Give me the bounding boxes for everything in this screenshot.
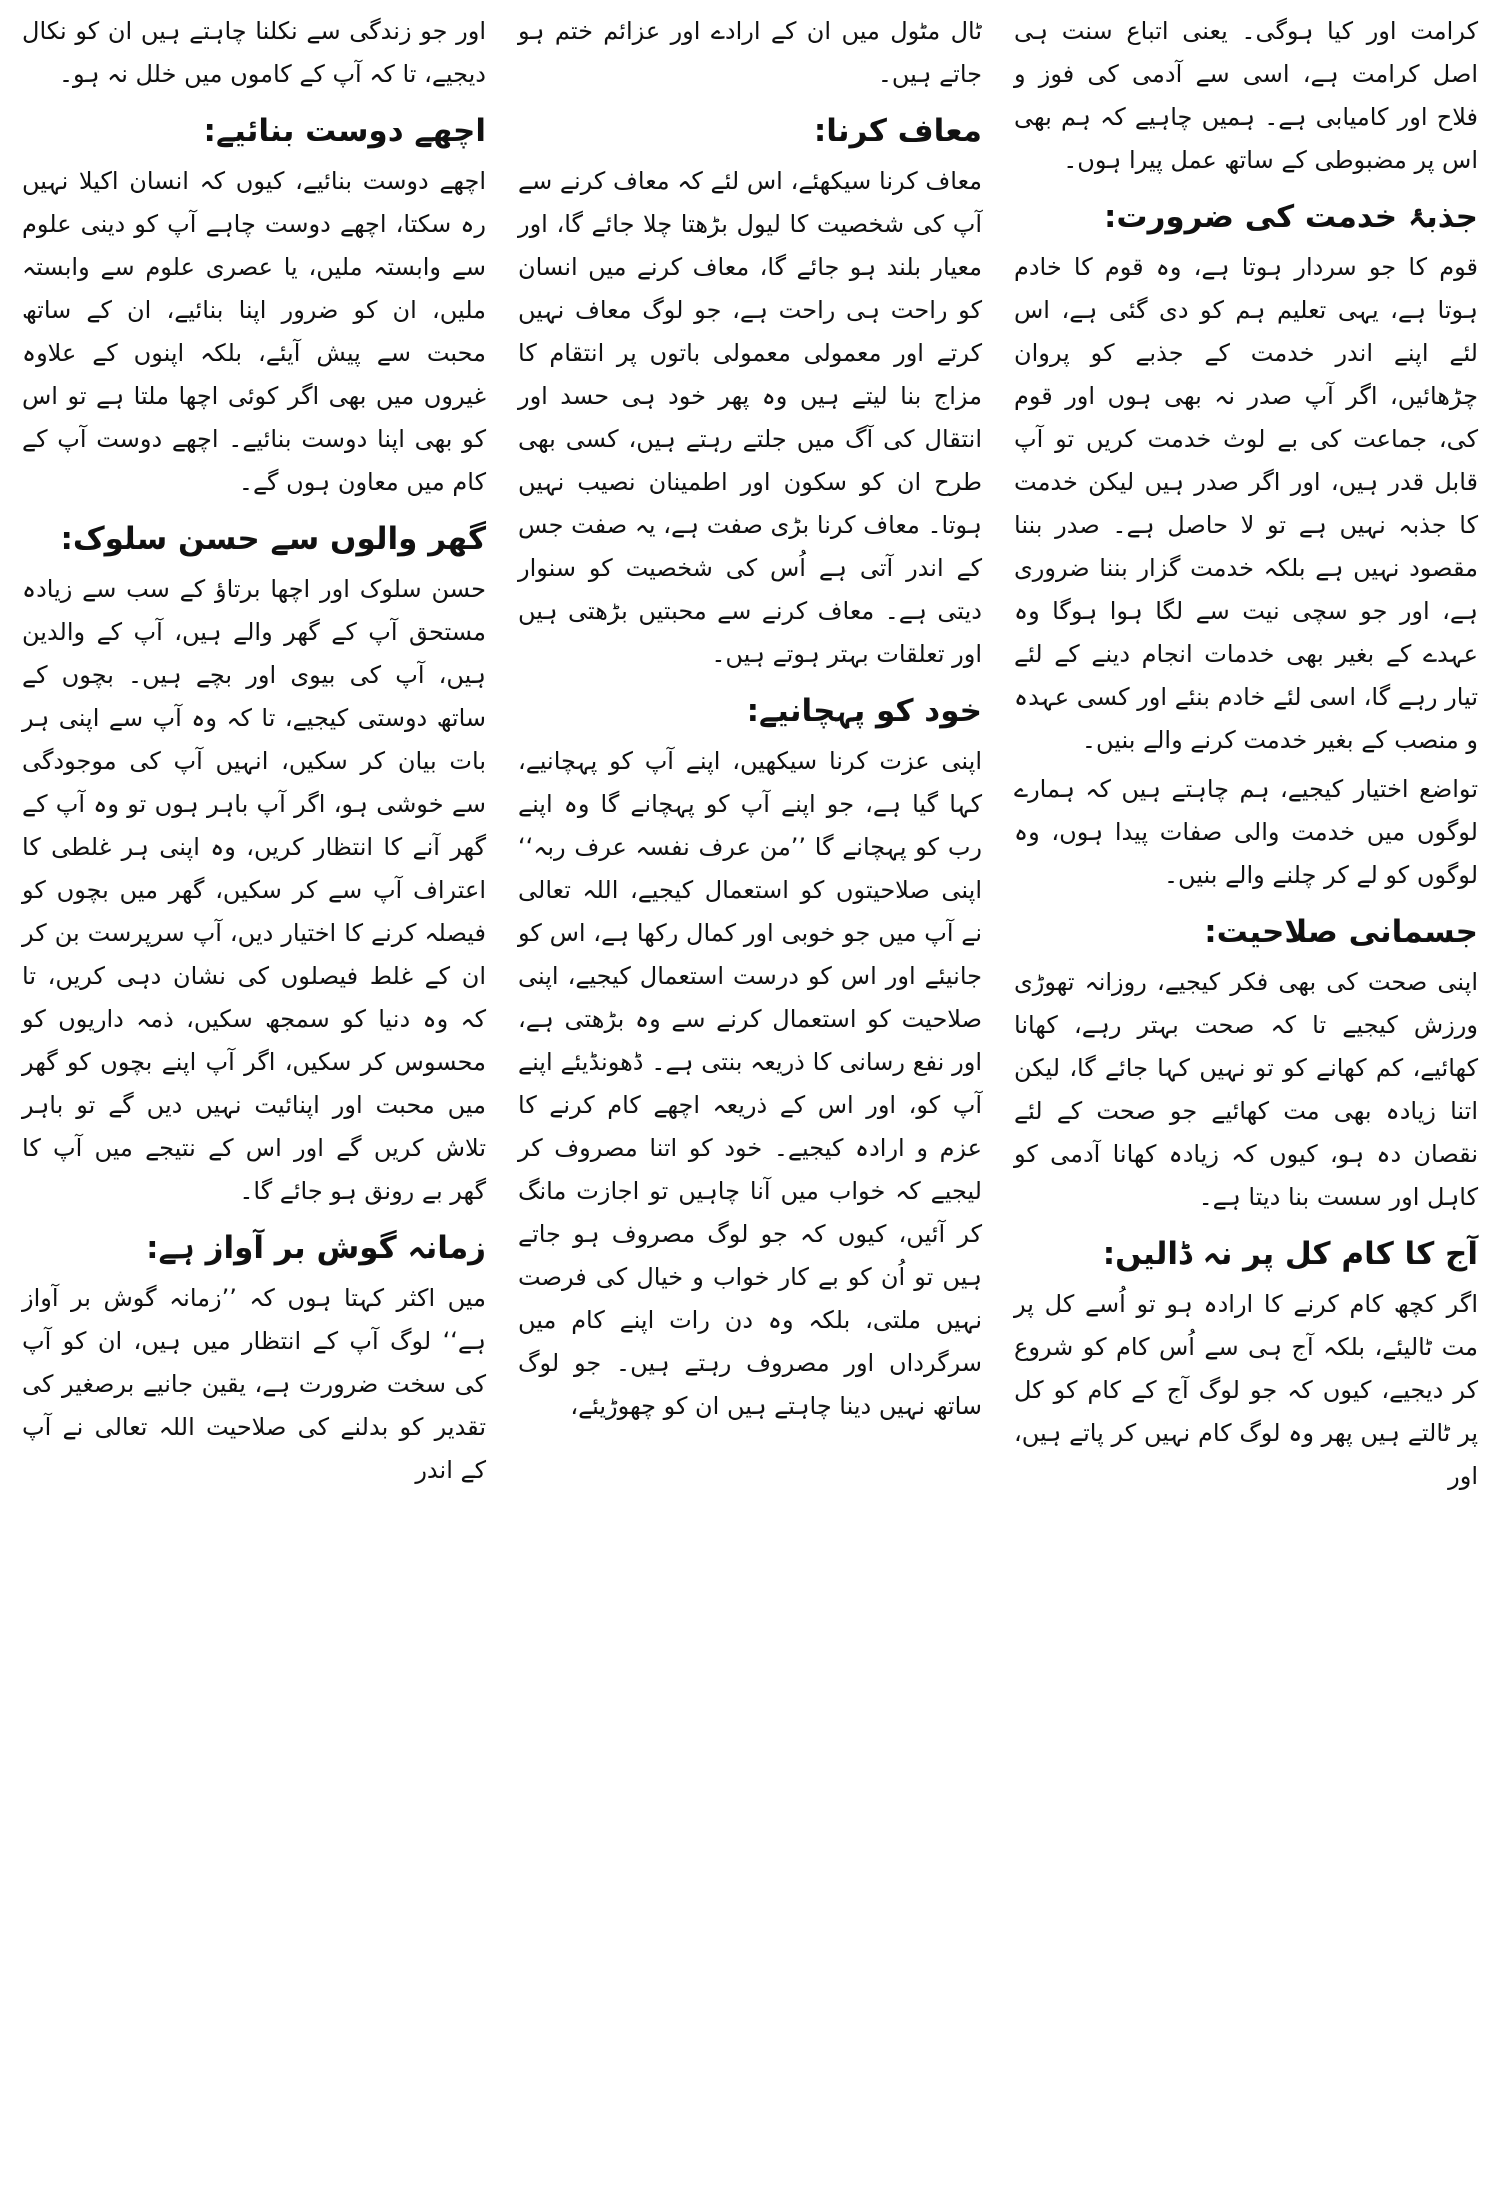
section-heading: گھر والوں سے حسن سلوک: (60, 521, 486, 557)
paragraph: میں اکثر کہتا ہوں کہ ’’زمانہ گوش بر آواز ہے‘‘ لوگ آپ کے انتظار میں ہیں، ان کو آپ کی سخت ضرورت ہے، یقین جانیے برصغیر کی تقدیر کو بدلنے کی صلاحیت اللہ تعالی نے آپ کے اندر (22, 1284, 486, 1484)
paragraph: اپنی عزت کرنا سیکھیں، اپنے آپ کو پہچانیے، کہا گیا ہے، جو اپنے آپ کو پہچانے گا وہ اپنے رب کو پہچانے گا ’’من عرف نفسہ عرف ربہ‘‘ اپنی صلاحیتوں کو استعمال کیجیے، اللہ تعالی نے آپ میں جو خوبی اور کمال رکھا ہے، اس کو جانیئے اور اس کو درست استعمال کیجیے، اپنی صلاحیت کو استعمال کرنے سے وہ بڑھتی ہے، اور نفع رسانی کا ذریعہ بنتی ہے۔ ڈھونڈیئے اپنے آپ کو، اور اس کے ذریعہ اچھے کام کرنے کا عزم و ارادہ کیجیے۔ خود کو اتنا مصروف کر لیجیے کہ خواب میں آنا چاہیں تو اجازت مانگ کر آئیں، کیوں کہ جو لوگ مصروف ہو جاتے ہیں تو اُن کو بے کار خواب و خیال کی فرصت نہیں ملتی، بلکہ وہ دن رات اپنے کام میں سرگرداں اور مصروف رہتے ہیں۔ جو لوگ ساتھ نہیں دینا چاہتے ہیں ان کو چھوڑیئے، (518, 747, 982, 1420)
paragraph: اچھے دوست بنائیے، کیوں کہ انسان اکیلا نہیں رہ سکتا، اچھے دوست چاہے آپ کو دینی علوم سے وابستہ ملیں، یا عصری علوم سے وابستہ ملیں، ان کو ضرور اپنا بنائیے، ان کے ساتھ محبت سے پیش آیئے، بلکہ اپنوں کے علاوہ غیروں میں بھی اگر کوئی اچھا ملتا ہے تو اس کو بھی اپنا دوست بنائیے۔ اچھے دوست آپ کے کام میں معاون ہوں گے۔ (22, 167, 486, 496)
paragraph: اور جو زندگی سے نکلنا چاہتے ہیں ان کو نکال دیجیے، تا کہ آپ کے کاموں میں خلل نہ ہو۔ (22, 17, 486, 88)
column-left (14, 10, 494, 2200)
column-right (1006, 10, 1486, 2200)
section-heading: معاف کرنا: (813, 113, 982, 149)
section-heading: زمانہ گوش بر آواز ہے: (146, 1230, 486, 1266)
paragraph: معاف کرنا سیکھئے، اس لئے کہ معاف کرنے سے آپ کی شخصیت کا لیول بڑھتا چلا جائے گا، اور معیار بلند ہو جائے گا، معاف کرنے میں انسان کو راحت ہی راحت ہے، جو لوگ معاف نہیں کرتے اور معمولی معمولی باتوں پر انتقام کا مزاج بنا لیتے ہیں وہ پھر خود ہی حسد اور انتقال کی آگ میں جلتے رہتے ہیں، کسی بھی طرح ان کو سکون اور اطمینان نصیب نہیں ہوتا۔ معاف کرنا بڑی صفت ہے، یہ صفت جس کے اندر آتی ہے اُس کی شخصیت کو سنوار دیتی ہے۔ معاف کرنے سے محبتیں بڑھتی ہیں اور تعلقات بہتر ہوتے ہیں۔ (518, 167, 982, 668)
paragraph: تواضع اختیار کیجیے، ہم چاہتے ہیں کہ ہمارے لوگوں میں خدمت والی صفات پیدا ہوں، وہ لوگوں کو لے کر چلنے والے بنیں۔ (1014, 775, 1478, 889)
paragraph: اگر کچھ کام کرنے کا ارادہ ہو تو اُسے کل پر مت ٹالیئے، بلکہ آج ہی سے اُس کام کو شروع کر دیجیے، کیوں کہ جو لوگ آج کے کام کو کل پر ٹالتے ہیں پھر وہ لوگ کام نہیں کر پاتے ہیں، اور (1014, 1290, 1478, 1490)
section-heading: جسمانی صلاحیت: (1204, 914, 1478, 950)
section-heading: آج کا کام کل پر نہ ڈالیں: (1102, 1236, 1478, 1272)
column-middle (510, 10, 990, 2200)
section-heading: اچھے دوست بنائیے: (203, 113, 486, 149)
paragraph: ٹال مٹول میں ان کے ارادے اور عزائم ختم ہو جاتے ہیں۔ (518, 17, 982, 88)
paragraph: کرامت اور کیا ہوگی۔ یعنی اتباع سنت ہی اصل کرامت ہے، اسی سے آدمی کی فوز و فلاح اور کامیابی ہے۔ ہمیں چاہیے کہ ہم بھی اس پر مضبوطی کے ساتھ عمل پیرا ہوں۔ (1014, 17, 1478, 174)
section-heading: جذبۂ خدمت کی ضرورت: (1104, 199, 1478, 235)
section-heading: خود کو پہچانیے: (746, 693, 982, 729)
paragraph: حسن سلوک اور اچھا برتاؤ کے سب سے زیادہ مستحق آپ کے گھر والے ہیں، آپ کے والدین ہیں، آپ کی بیوی اور بچے ہیں۔ بچوں کے ساتھ دوستی کیجیے، تا کہ وہ آپ سے اپنی ہر بات بیان کر سکیں، انہیں آپ کی موجودگی سے خوشی ہو، اگر آپ باہر ہوں تو وہ آپ کے گھر آنے کا انتظار کریں، وہ اپنی ہر غلطی کا اعتراف آپ سے کر سکیں، گھر میں بچوں کو فیصلہ کرنے کا اختیار دیں، آپ سرپرست بن کر ان کے غلط فیصلوں کی نشان دہی کریں، تا کہ وہ دنیا کو سمجھ سکیں، ذمہ داریوں کو محسوس کر سکیں، اگر آپ اپنے بچوں کو گھر میں محبت اور اپنائیت نہیں دیں گے تو باہر تلاش کریں گے اور اس کے نتیجے میں آپ کا گھر بے رونق ہو جائے گا۔ (22, 575, 486, 1205)
paragraph: اپنی صحت کی بھی فکر کیجیے، روزانہ تھوڑی ورزش کیجیے تا کہ صحت بہتر رہے، کھانا کھائیے، کم کھانے کو تو نہیں کہا جائے گا، لیکن اتنا زیادہ بھی مت کھائیے جو صحت کے لئے نقصان دہ ہو، کیوں کہ زیادہ کھانا آدمی کو کاہل اور سست بنا دیتا ہے۔ (1014, 968, 1478, 1211)
paragraph: قوم کا جو سردار ہوتا ہے، وہ قوم کا خادم ہوتا ہے، یہی تعلیم ہم کو دی گئی ہے، اس لئے اپنے اندر خدمت کے جذبے کو پروان چڑھائیں، اگر آپ صدر نہ بھی ہوں اور قوم کی، جماعت کی بے لوث خدمت کریں تو آپ قابل قدر ہیں، اور اگر صدر ہیں لیکن خدمت کا جذبہ نہیں ہے تو لا حاصل ہے۔ صدر بننا مقصود نہیں ہے بلکہ خدمت گزار بننا ضروری ہے، اور جو سچی نیت سے لگا ہوا ہوگا وہ عہدے کے بغیر بھی خدمات انجام دینے کے لئے تیار رہے گا، اسی لئے خادم بنئے اور کسی عہدہ و منصب کے بغیر خدمت کرنے والے بنیں۔ (1014, 253, 1478, 754)
